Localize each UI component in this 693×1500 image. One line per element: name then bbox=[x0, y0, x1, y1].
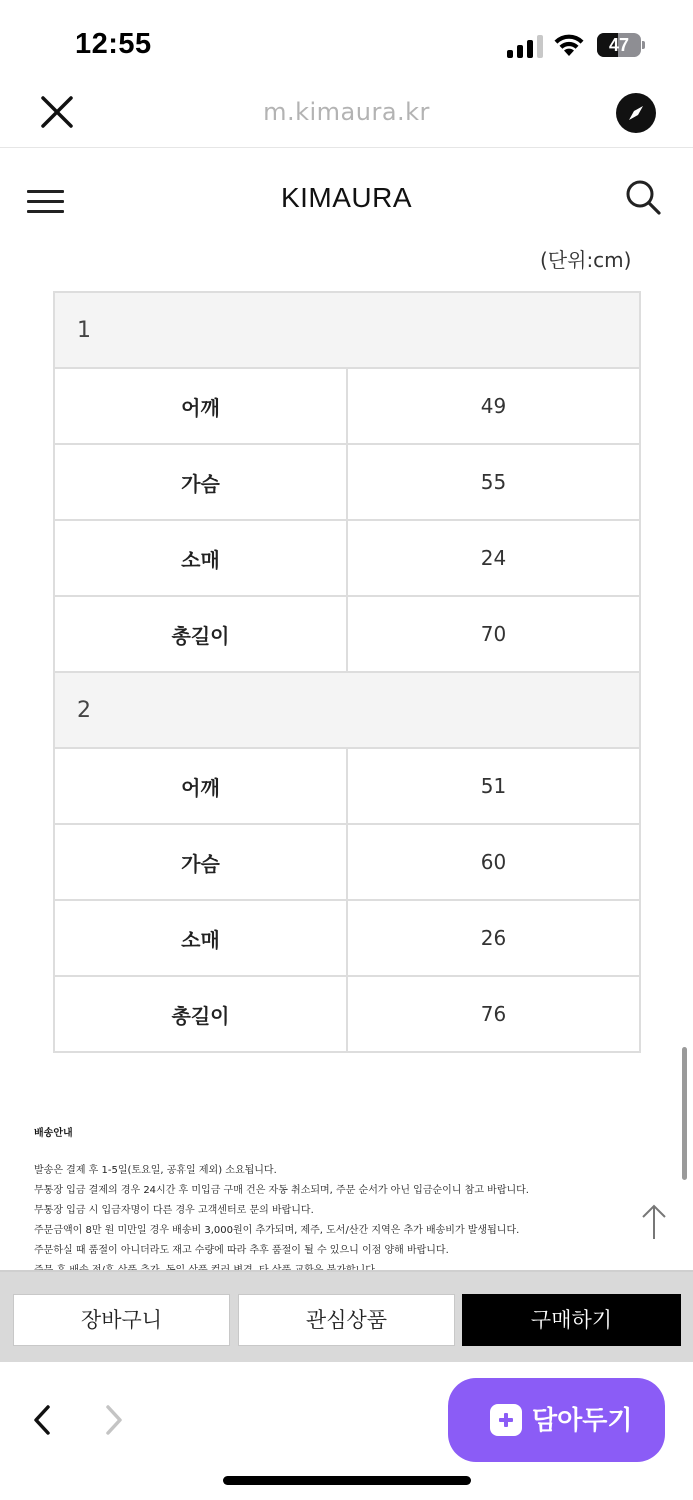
measure-label: 가슴 bbox=[54, 444, 347, 520]
shipping-title: 배송안내 bbox=[34, 1128, 73, 1139]
table-row bbox=[54, 444, 640, 520]
chevron-left-icon[interactable] bbox=[28, 1402, 58, 1438]
measure-label: 어깨 bbox=[54, 368, 347, 444]
size-group-name: 2 bbox=[54, 672, 640, 748]
measure-label: 가슴 bbox=[54, 824, 347, 900]
shipping-line: 무통장 입금 결제의 경우 24시간 후 미입금 구매 건은 자동 취소되며, 주문 순서가 아닌 입금순이니 참고 바랍니다. bbox=[34, 1185, 529, 1196]
measure-value: 55 bbox=[347, 444, 640, 520]
battery-level: 47 bbox=[608, 35, 630, 55]
size-table bbox=[53, 291, 641, 1053]
unit-label: (단위:cm) bbox=[540, 248, 632, 272]
status-bar bbox=[0, 0, 693, 90]
signal-bar bbox=[527, 40, 533, 58]
measure-value: 49 bbox=[347, 368, 640, 444]
measure-label: 소매 bbox=[54, 900, 347, 976]
scrollbar[interactable] bbox=[682, 1047, 687, 1180]
search-icon[interactable] bbox=[624, 178, 662, 216]
table-row bbox=[54, 900, 640, 976]
measure-label: 총길이 bbox=[54, 976, 347, 1052]
signal-bar bbox=[517, 45, 523, 58]
plus-icon bbox=[490, 1404, 522, 1436]
measure-value: 60 bbox=[347, 824, 640, 900]
table-row bbox=[54, 368, 640, 444]
battery-icon bbox=[597, 33, 645, 57]
chevron-right-icon[interactable] bbox=[98, 1402, 128, 1438]
signal-icon bbox=[507, 34, 543, 58]
browser-bar bbox=[0, 90, 693, 148]
cart-button[interactable]: 장바구니 bbox=[13, 1294, 230, 1346]
measure-value: 70 bbox=[347, 596, 640, 672]
site-logo[interactable]: KIMAURA bbox=[280, 182, 413, 213]
home-indicator[interactable] bbox=[223, 1476, 471, 1485]
url-text[interactable]: m.kimaura.kr bbox=[263, 98, 430, 126]
buy-button[interactable]: 구매하기 bbox=[462, 1294, 681, 1346]
table-row bbox=[54, 748, 640, 824]
measure-label: 어깨 bbox=[54, 748, 347, 824]
shipping-info bbox=[34, 1124, 634, 1274]
table-row bbox=[54, 520, 640, 596]
size-group-name: 1 bbox=[54, 292, 640, 368]
size-group-row bbox=[54, 672, 640, 748]
table-row bbox=[54, 824, 640, 900]
measure-label: 총길이 bbox=[54, 596, 347, 672]
signal-bar bbox=[537, 35, 543, 58]
save-button-label: 담아두기 bbox=[532, 1406, 633, 1436]
measure-label: 소매 bbox=[54, 520, 347, 596]
table-row bbox=[54, 976, 640, 1052]
compass-icon[interactable] bbox=[616, 93, 656, 133]
table-row bbox=[54, 596, 640, 672]
wifi-icon bbox=[553, 32, 585, 58]
measure-value: 51 bbox=[347, 748, 640, 824]
status-time: 12:55 bbox=[75, 28, 152, 60]
scroll-to-top-icon[interactable] bbox=[640, 1203, 668, 1241]
shipping-line: 발송은 결제 후 1-5일(토요일, 공휴일 제외) 소요됩니다. bbox=[34, 1165, 277, 1176]
save-button[interactable] bbox=[448, 1378, 665, 1462]
site-header bbox=[0, 150, 693, 245]
purchase-bar bbox=[0, 1270, 693, 1362]
shipping-line: 주문금액이 8만 원 미만일 경우 배송비 3,000원이 추가되며, 제주, 도서/산간 지역은 추가 배송비가 발생됩니다. bbox=[34, 1225, 520, 1236]
shipping-line: 주문하실 때 품절이 아니더라도 재고 수량에 따라 추후 품절이 될 수 있으니 이점 양해 바랍니다. bbox=[34, 1245, 449, 1256]
signal-bar bbox=[507, 50, 513, 58]
measure-value: 76 bbox=[347, 976, 640, 1052]
measure-value: 24 bbox=[347, 520, 640, 596]
size-group-row bbox=[54, 292, 640, 368]
measure-value: 26 bbox=[347, 900, 640, 976]
wishlist-button[interactable]: 관심상품 bbox=[238, 1294, 455, 1346]
shipping-line: 무통장 입금 시 입금자명이 다른 경우 고객센터로 문의 바랍니다. bbox=[34, 1205, 314, 1216]
